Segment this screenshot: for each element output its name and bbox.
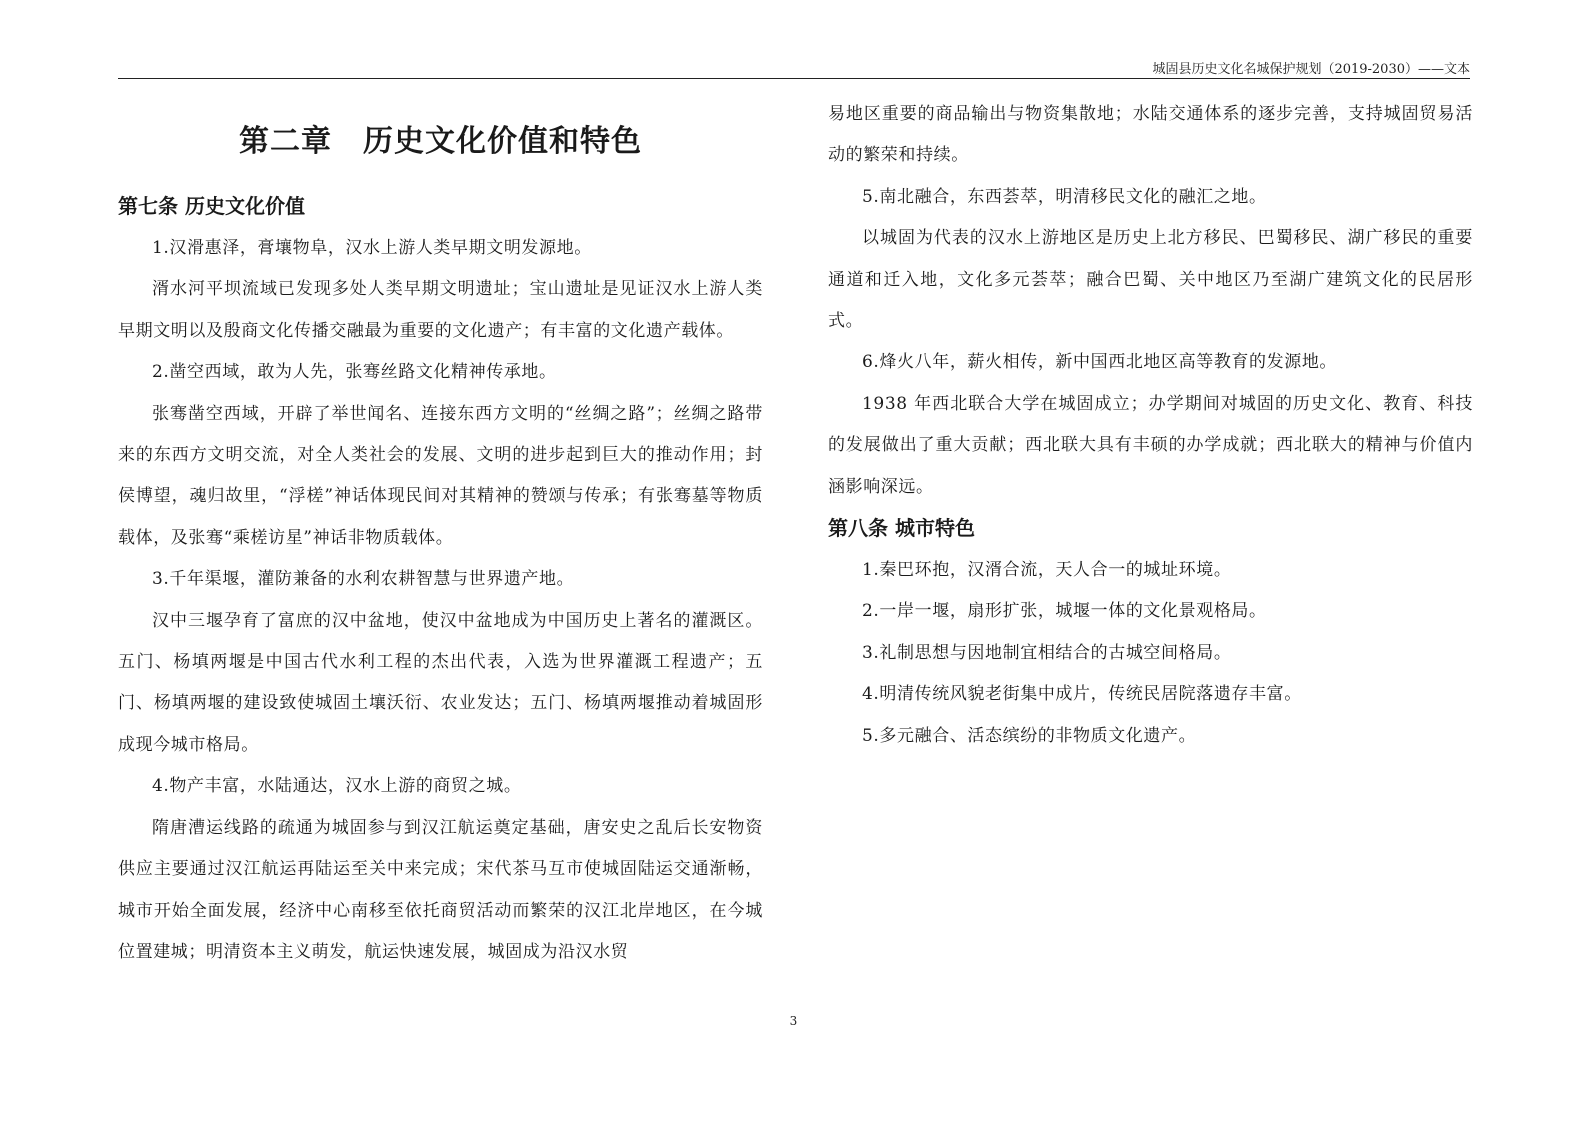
feature-item-4: 4.明清传统风貌老街集中成片，传统民居院落遗存丰富。 bbox=[862, 684, 1302, 705]
value-heading-4: 4.物产丰富，水陆通达，汉水上游的商贸之城。 bbox=[152, 776, 522, 797]
value-body-3: 汉中三堰孕育了富庶的汉中盆地，使汉中盆地成为中国历史上著名的灌溉区。五门、杨填两堰是中国古代水利工程的杰出代表，入选为世界灌溉工程遗产；五门、杨填两堰的建设致使城固土壤沃衍、农业发达；五门、杨填两堰推动着城固形成现今城市格局。 bbox=[118, 610, 763, 755]
feature-item-3: 3.礼制思想与因地制宜相结合的古城空间格局。 bbox=[862, 642, 1232, 663]
feature-item-2: 2.一岸一堰，扇形扩张，城堰一体的文化景观格局。 bbox=[862, 601, 1267, 622]
value-body-1: 湑水河平坝流域已发现多处人类早期文明遗址；宝山遗址是见证汉水上游人类早期文明以及殷商文化传播交融最为重要的文化遗产；有丰富的文化遗产载体。 bbox=[118, 279, 763, 341]
feature-item-1: 1.秦巴环抱，汉湑合流，天人合一的城址环境。 bbox=[862, 560, 1232, 581]
value-body-2: 张骞凿空西域，开辟了举世闻名、连接东西方文明的“丝绸之路”；丝绸之路带来的东西方文明交流，对全人类社会的发展、文明的进步起到巨大的推动作用；封侯博望，魂归故里，“浮槎”神话体现民间对其精神的赞颂与传承；有张骞墓等物质载体，及张骞“乘槎访星”神话非物质载体。 bbox=[118, 403, 763, 548]
page-header bbox=[118, 52, 1470, 79]
value-body-4: 隋唐漕运线路的疏通为城固参与到汉江航运奠定基础，唐安史之乱后长安物资供应主要通过汉江航运再陆运至关中来完成；宋代茶马互市使城固陆运交通渐畅，城市开始全面发展，经济中心南移至依托商贸活动而繁荣的汉江北岸地区，在今城位置建城；明清资本主义萌发，航运快速发展，城固成为沿汉水贸 bbox=[118, 817, 763, 962]
left-column bbox=[118, 92, 763, 973]
header-title: 城固县历史文化名城保护规划（2019-2030）——文本 bbox=[1152, 62, 1470, 77]
article-7-title: 第七条 历史文化价值 bbox=[118, 194, 305, 218]
page-number: 3 bbox=[789, 1014, 798, 1028]
value-heading-1: 1.汉滑惠泽，膏壤物阜，汉水上游人类早期文明发源地。 bbox=[152, 238, 592, 258]
feature-item-5: 5.多元融合、活态缤纷的非物质文化遗产。 bbox=[862, 725, 1197, 746]
value-heading-6: 6.烽火八年，薪火相传，新中国西北地区高等教育的发源地。 bbox=[862, 352, 1338, 373]
article-8-title: 第八条 城市特色 bbox=[828, 516, 975, 541]
right-column bbox=[828, 94, 1473, 757]
chapter-title: 第二章 历史文化价值和特色 bbox=[239, 124, 642, 159]
value-body-4-continued: 易地区重要的商品输出与物资集散地；水陆交通体系的逐步完善，支持城固贸易活动的繁荣和持续。 bbox=[828, 104, 1473, 166]
value-body-5: 以城固为代表的汉水上游地区是历史上北方移民、巴蜀移民、湖广移民的重要通道和迁入地，文化多元荟萃；融合巴蜀、关中地区乃至湖广建筑文化的民居形式。 bbox=[828, 228, 1473, 332]
value-heading-5: 5.南北融合，东西荟萃，明清移民文化的融汇之地。 bbox=[862, 186, 1267, 207]
value-heading-2: 2.凿空西域，敢为人先，张骞丝路文化精神传承地。 bbox=[152, 362, 557, 383]
value-heading-3: 3.千年渠堰，灌防兼备的水利农耕智慧与世界遗产地。 bbox=[152, 569, 575, 590]
value-body-6: 1938 年西北联合大学在城固成立；办学期间对城固的历史文化、教育、科技的发展做出了重大贡献；西北联大具有丰硕的办学成就；西北联大的精神与价值内涵影响深远。 bbox=[828, 393, 1473, 497]
